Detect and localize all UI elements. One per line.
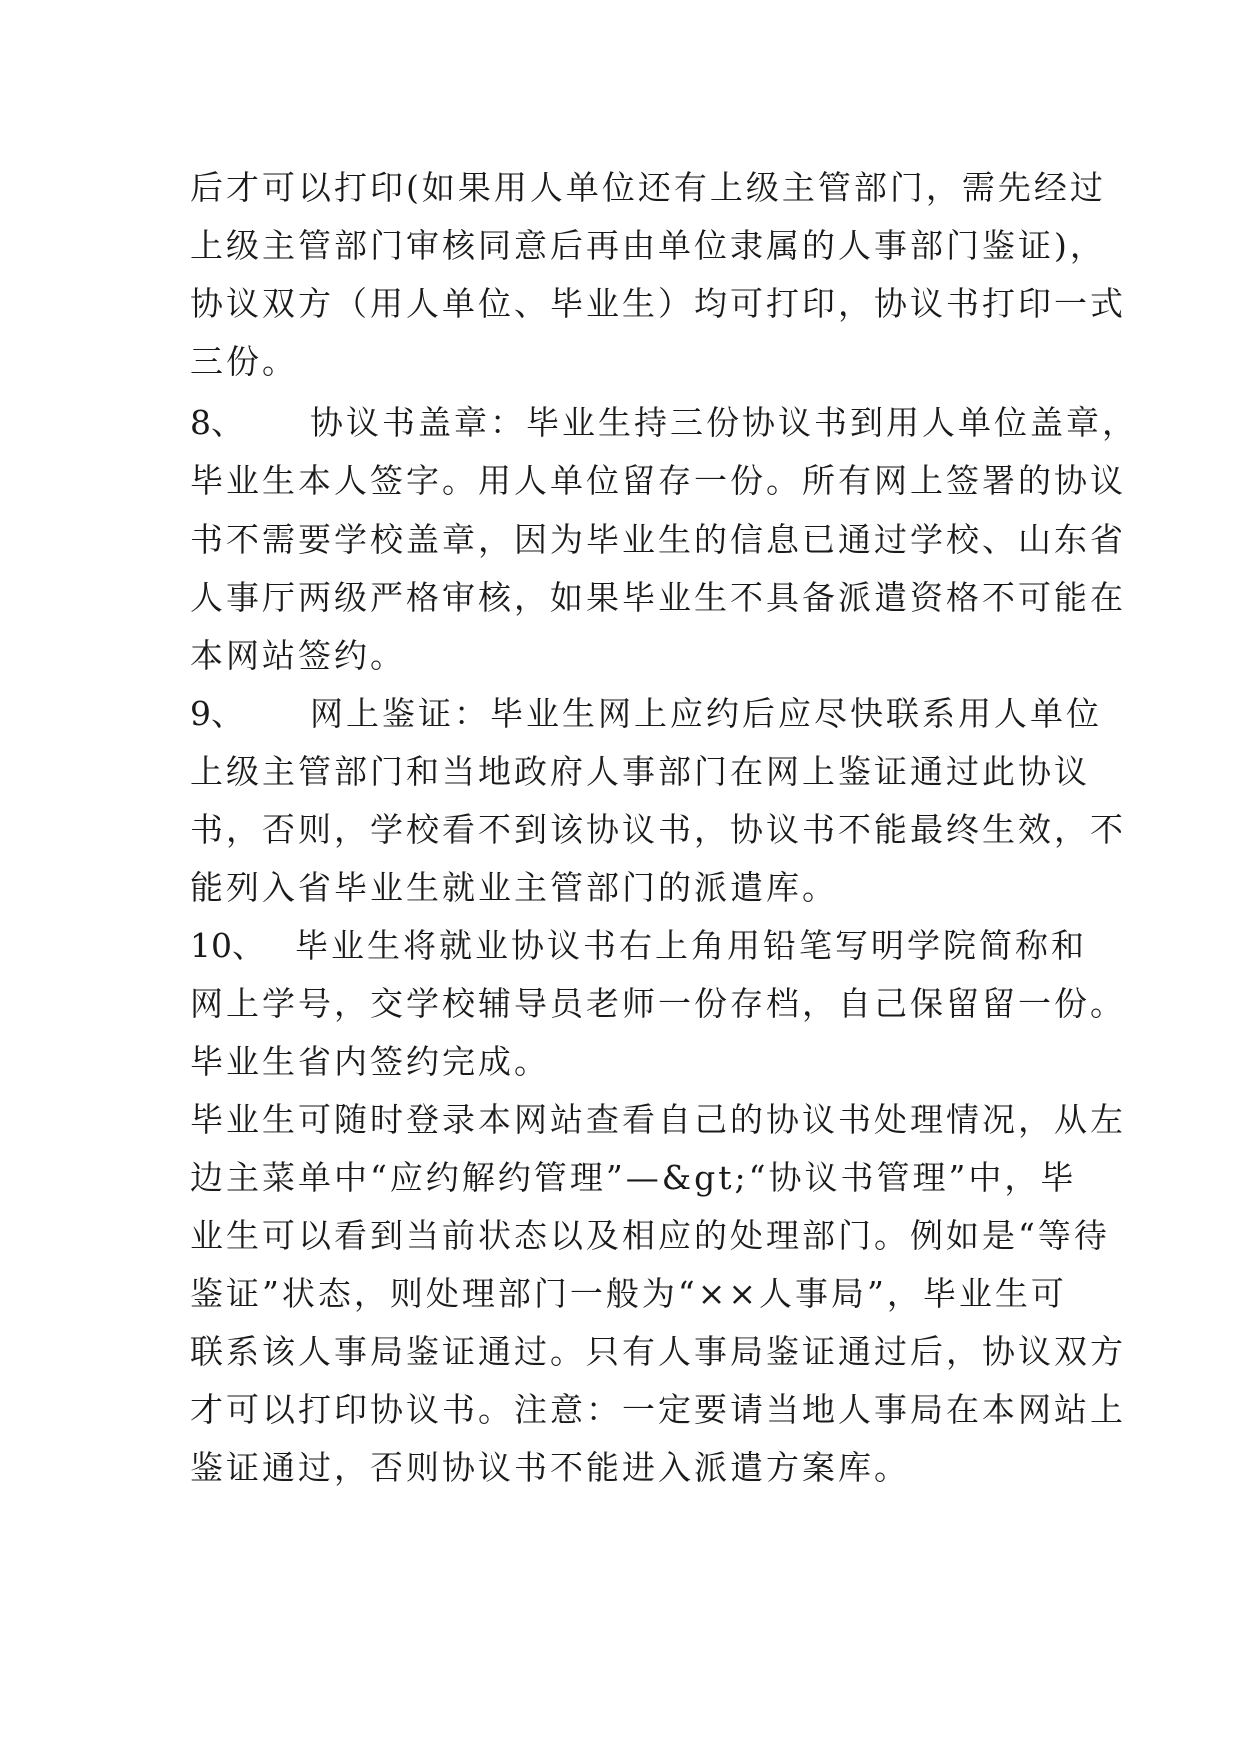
list-item-text: 网上鉴证：毕业生网上应约后应尽快联系用人单位 [310, 694, 1102, 733]
paragraph-line: 能列入省毕业生就业主管部门的派遣库。 [190, 868, 838, 907]
paragraph-line: 后才可以打印(如果用人单位还有上级主管部门，需先经过 [190, 168, 1106, 207]
paragraph-line: 网上学号，交学校辅导员老师一份存档，自己保留留一份。 [190, 984, 1126, 1023]
list-item-number: 9、 [190, 694, 244, 733]
list-item-8 [190, 403, 1138, 443]
paragraph-line: 鉴证通过，否则协议书不能进入派遣方案库。 [190, 1448, 910, 1487]
paragraph-line: 本网站签约。 [190, 636, 406, 675]
list-item-number: 8、 [190, 403, 244, 442]
paragraph-line: 鉴证”状态，则处理部门一般为“××人事局”，毕业生可 [190, 1274, 1067, 1313]
paragraph-line: 上级主管部门审核同意后再由单位隶属的人事部门鉴证)， [190, 226, 1106, 265]
paragraph-line: 毕业生省内签约完成。 [190, 1042, 550, 1081]
list-item-text: 协议书盖章：毕业生持三份协议书到用人单位盖章， [310, 403, 1138, 442]
paragraph-line: 三份。 [190, 342, 298, 381]
list-item-9 [190, 694, 1102, 734]
list-item-10 [190, 926, 1087, 966]
list-item-text: 毕业生将就业协议书右上角用铅笔写明学院简称和 [295, 926, 1087, 965]
paragraph-line: 毕业生本人签字。用人单位留存一份。所有网上签署的协议 [190, 461, 1126, 500]
paragraph-line: 上级主管部门和当地政府人事部门在网上鉴证通过此协议 [190, 752, 1090, 791]
paragraph-line: 业生可以看到当前状态以及相应的处理部门。例如是“等待 [190, 1216, 1110, 1255]
list-item-number: 10、 [190, 926, 265, 965]
paragraph-line: 边主菜单中“应约解约管理”—&gt;“协议书管理”中，毕 [190, 1158, 1077, 1197]
paragraph-line: 书不需要学校盖章，因为毕业生的信息已通过学校、山东省 [190, 520, 1126, 559]
paragraph-line: 毕业生可随时登录本网站查看自己的协议书处理情况，从左 [190, 1100, 1126, 1139]
paragraph-line: 协议双方（用人单位、毕业生）均可打印，协议书打印一式 [190, 284, 1126, 323]
paragraph-line: 联系该人事局鉴证通过。只有人事局鉴证通过后，协议双方 [190, 1332, 1126, 1371]
paragraph-line: 书，否则，学校看不到该协议书，协议书不能最终生效，不 [190, 810, 1126, 849]
paragraph-line: 人事厅两级严格审核，如果毕业生不具备派遣资格不可能在 [190, 578, 1126, 617]
paragraph-line: 才可以打印协议书。注意：一定要请当地人事局在本网站上 [190, 1390, 1126, 1429]
